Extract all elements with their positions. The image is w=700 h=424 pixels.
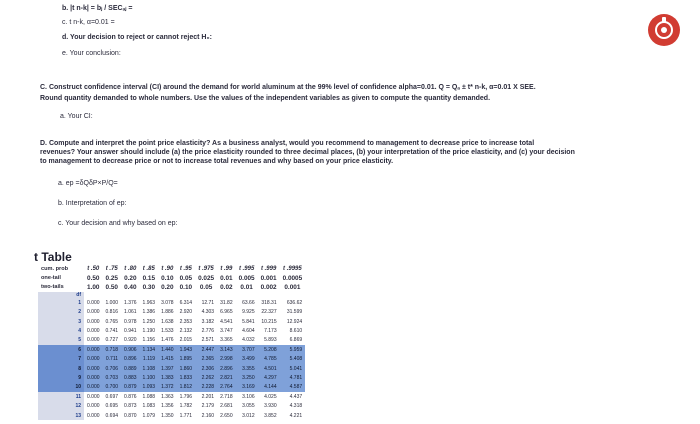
table-cell: 2.306 <box>195 364 217 373</box>
table-cell: 0.000 <box>87 299 100 306</box>
section-d-line2: revenues? Your answer should include (a) the price elasticity rounded to three decimal places, (b) your interpretation of the price elasticity, and (c) your decision <box>40 149 575 156</box>
table-cell: 1.638 <box>161 318 174 325</box>
table-cell: 0.718 <box>103 345 122 354</box>
table-row <box>38 411 305 420</box>
table-cell: 3.355 <box>236 364 258 373</box>
df-cell: 1 <box>38 298 84 307</box>
two-tails-value: 0.30 <box>142 283 156 291</box>
table-row-two-tails <box>38 283 305 292</box>
df-cell: 8 <box>38 364 84 373</box>
two-tails-value: 0.02 <box>220 283 233 291</box>
table-cell: 2.132 <box>179 328 193 335</box>
table-cell: 5.208 <box>258 345 280 354</box>
table-cell: 2.650 <box>220 412 233 419</box>
col-symbol: t .90 <box>161 265 174 272</box>
two-tails-value: 0.40 <box>124 283 137 291</box>
two-tails-value: 0.10 <box>179 283 193 291</box>
table-cell: 0.000 <box>84 373 103 382</box>
table-cell: 3.169 <box>236 383 258 392</box>
table-cell: 1.083 <box>142 403 156 410</box>
table-cell: 1.812 <box>177 383 196 392</box>
table-cell: 1.796 <box>179 393 193 400</box>
table-cell: 0.695 <box>105 403 119 410</box>
table-cell: 0.700 <box>103 383 122 392</box>
table-cell: 0.703 <box>103 373 122 382</box>
table-row <box>38 355 305 364</box>
table-row <box>38 383 305 392</box>
table-cell: 3.078 <box>161 299 174 306</box>
table-cell: 1.190 <box>142 328 156 335</box>
df-cell: 4 <box>38 326 84 335</box>
table-cell: 2.365 <box>195 355 217 364</box>
table-cell: 0.889 <box>121 364 140 373</box>
section-d-c: c. Your decision and why based on ep: <box>58 220 178 227</box>
table-cell: 2.920 <box>179 309 193 316</box>
table-cell: 2.998 <box>217 355 236 364</box>
table-cell: 4.032 <box>242 337 255 344</box>
table-cell: 3.250 <box>236 373 258 382</box>
col-symbol: t .95 <box>179 265 192 272</box>
one-tail-value: 0.005 <box>238 274 255 282</box>
df-cell: 13 <box>38 411 84 420</box>
table-cell: 1.533 <box>161 328 174 335</box>
table-cell: 2.718 <box>220 393 233 400</box>
table-cell: 5.959 <box>280 345 306 354</box>
table-cell: 0.000 <box>84 355 103 364</box>
table-cell: 5.408 <box>280 355 306 364</box>
table-cell: 1.119 <box>140 355 159 364</box>
table-cell: 1.356 <box>161 403 174 410</box>
table-cell: 0.906 <box>121 345 140 354</box>
table-cell: 8.610 <box>289 328 303 335</box>
table-cell: 3.747 <box>220 328 233 335</box>
two-tails-value: 0.05 <box>199 283 213 291</box>
table-cell: 1.088 <box>142 393 156 400</box>
table-cell: 0.941 <box>124 328 137 335</box>
table-cell: 3.365 <box>220 337 233 344</box>
one-tail-value: 0.10 <box>161 274 174 282</box>
table-cell: 2.821 <box>217 373 236 382</box>
question-c: c. t n-k, α=0.01 = <box>62 19 115 26</box>
section-d-a: a. ep =δQδP×P/Q= <box>58 180 118 187</box>
table-cell: 0.000 <box>84 383 103 392</box>
table-cell: 3.143 <box>217 345 236 354</box>
table-cell: 1.061 <box>124 309 137 316</box>
table-cell: 1.079 <box>142 412 156 419</box>
table-cell: 1.156 <box>142 337 156 344</box>
one-tail-value: 0.01 <box>220 274 233 282</box>
one-tail-value: 0.25 <box>105 274 118 282</box>
table-cell: 3.106 <box>242 393 255 400</box>
table-cell: 1.833 <box>177 373 196 382</box>
section-c-line2: Round quantity demanded to whole numbers. Use the values of the independent variables as given to compute the quantity demanded. <box>40 95 491 102</box>
table-row <box>38 392 305 401</box>
table-cell: 0.000 <box>87 337 100 344</box>
table-cell: 1.383 <box>158 373 177 382</box>
table-cell: 2.896 <box>217 364 236 373</box>
table-cell: 0.727 <box>105 337 119 344</box>
table-cell: 2.201 <box>201 393 215 400</box>
table-cell: 2.447 <box>195 345 217 354</box>
table-cell: 318.31 <box>261 299 277 306</box>
df-cell: 12 <box>38 401 84 410</box>
table-cell: 1.963 <box>142 299 156 306</box>
table-cell: 3.499 <box>236 355 258 364</box>
table-cell: 31.82 <box>220 299 233 306</box>
table-cell: 4.781 <box>280 373 306 382</box>
table-cell: 4.785 <box>258 355 280 364</box>
table-row-one-tail <box>38 273 305 282</box>
table-cell: 0.741 <box>105 328 119 335</box>
row-label-cum-prob: cum. prob <box>41 265 69 272</box>
table-cell: 4.297 <box>258 373 280 382</box>
table-row <box>38 401 305 410</box>
two-tails-value: 0.002 <box>260 283 277 291</box>
table-cell: 2.776 <box>201 328 215 335</box>
table-cell: 31.599 <box>286 309 303 316</box>
table-cell: 2.681 <box>220 403 233 410</box>
table-cell: 2.571 <box>201 337 215 344</box>
table-cell: 1.886 <box>161 309 174 316</box>
table-cell: 0.816 <box>105 309 119 316</box>
df-header: df <box>38 292 84 298</box>
table-cell: 1.895 <box>177 355 196 364</box>
df-cell: 9 <box>38 373 84 382</box>
col-symbol: t .80 <box>124 265 137 272</box>
table-cell: 0.920 <box>124 337 137 344</box>
table-cell: 0.883 <box>121 373 140 382</box>
table-cell: 0.000 <box>84 364 103 373</box>
table-cell: 12.924 <box>286 318 303 325</box>
table-row <box>38 373 305 382</box>
table-cell: 4.318 <box>289 403 303 410</box>
table-row <box>38 326 305 335</box>
table-row <box>38 336 305 345</box>
table-cell: 3.707 <box>236 345 258 354</box>
table-row <box>38 345 305 354</box>
table-cell: 5.893 <box>264 337 277 344</box>
t-table <box>38 264 305 420</box>
row-label-one-tail: one-tail <box>41 275 61 282</box>
table-row <box>38 364 305 373</box>
section-c-answer: a. Your CI: <box>60 113 93 120</box>
table-cell: 7.173 <box>264 328 277 335</box>
table-cell: 6.965 <box>220 309 233 316</box>
table-cell: 1.782 <box>179 403 193 410</box>
table-cell: 1.943 <box>177 345 196 354</box>
table-cell: 2.353 <box>179 318 193 325</box>
one-tail-value: 0.15 <box>142 274 156 282</box>
table-cell: 1.108 <box>140 364 159 373</box>
col-symbol: t .75 <box>105 265 118 272</box>
table-cell: 0.000 <box>87 412 100 419</box>
table-cell: 12.71 <box>201 299 215 306</box>
table-cell: 3.852 <box>264 412 277 419</box>
table-cell: 636.62 <box>286 299 303 306</box>
one-tail-value: 0.0005 <box>282 274 303 282</box>
table-cell: 0.711 <box>103 355 122 364</box>
table-cell: 4.437 <box>289 393 303 400</box>
target-logo-icon <box>648 14 680 46</box>
table-cell: 1.476 <box>161 337 174 344</box>
section-d-line3: to management to decrease price or not to increase total revenues and why based on your price elasticity. <box>40 158 394 165</box>
question-b: b. |t n-k| = bⱼ / SECₐⱼ = <box>62 5 133 12</box>
col-symbol: t .9995 <box>283 265 302 272</box>
table-cell: 63.66 <box>242 299 255 306</box>
table-cell: 0.697 <box>105 393 119 400</box>
table-cell: 9.925 <box>242 309 255 316</box>
table-cell: 2.262 <box>195 373 217 382</box>
table-cell: 0.978 <box>124 318 137 325</box>
table-cell: 3.055 <box>242 403 255 410</box>
table-cell: 0.000 <box>87 318 100 325</box>
table-cell: 1.250 <box>142 318 156 325</box>
two-tails-value: 0.01 <box>240 283 253 291</box>
col-symbol: t .975 <box>198 265 214 272</box>
question-e: e. Your conclusion: <box>62 50 121 57</box>
section-d-b: b. Interpretation of ep: <box>58 200 127 207</box>
table-cell: 4.541 <box>220 318 233 325</box>
redaction-blur <box>568 106 648 118</box>
table-row <box>38 298 305 307</box>
table-row <box>38 317 305 326</box>
two-tails-value: 0.50 <box>105 283 118 291</box>
table-cell: 0.873 <box>124 403 137 410</box>
df-cell: 3 <box>38 317 84 326</box>
df-cell: 11 <box>38 392 84 401</box>
two-tails-value: 0.20 <box>161 283 174 291</box>
table-cell: 6.869 <box>289 337 303 344</box>
table-cell: 0.694 <box>105 412 119 419</box>
table-cell: 0.765 <box>105 318 119 325</box>
one-tail-value: 0.025 <box>198 274 215 282</box>
table-cell: 1.771 <box>179 412 193 419</box>
col-symbol: t .999 <box>260 265 277 272</box>
two-tails-value: 0.001 <box>284 283 301 291</box>
table-cell: 4.025 <box>264 393 277 400</box>
table-cell: 1.000 <box>105 299 119 306</box>
table-cell: 4.604 <box>242 328 255 335</box>
table-cell: 1.415 <box>158 355 177 364</box>
table-cell: 1.100 <box>140 373 159 382</box>
table-cell: 0.876 <box>124 393 137 400</box>
table-cell: 0.000 <box>87 403 100 410</box>
table-cell: 0.000 <box>87 309 100 316</box>
df-cell: 5 <box>38 336 84 345</box>
table-cell: 2.764 <box>217 383 236 392</box>
table-cell: 2.179 <box>201 403 215 410</box>
table-cell: 3.930 <box>264 403 277 410</box>
table-cell: 4.587 <box>280 383 306 392</box>
table-cell: 1.363 <box>161 393 174 400</box>
table-cell: 0.706 <box>103 364 122 373</box>
table-cell: 5.041 <box>280 364 306 373</box>
row-label-two-tails: two-tails <box>41 284 64 291</box>
table-cell: 0.000 <box>87 393 100 400</box>
table-cell: 4.144 <box>258 383 280 392</box>
table-cell: 0.000 <box>84 345 103 354</box>
table-cell: 1.397 <box>158 364 177 373</box>
table-row-cum-prob <box>38 264 305 273</box>
table-cell: 0.000 <box>87 328 100 335</box>
one-tail-value: 0.50 <box>87 274 100 282</box>
table-cell: 1.093 <box>140 383 159 392</box>
col-symbol: t .995 <box>238 265 255 272</box>
table-cell: 1.440 <box>158 345 177 354</box>
df-cell: 10 <box>38 383 84 392</box>
df-cell: 6 <box>38 345 84 354</box>
section-d-line1: D. Compute and interpret the point price elasticity? As a business analyst, would you recommend to management to decrease price to increase total <box>40 140 535 147</box>
table-cell: 4.501 <box>258 364 280 373</box>
table-cell: 2.160 <box>201 412 215 419</box>
table-cell: 0.879 <box>121 383 140 392</box>
df-cell: 2 <box>38 308 84 317</box>
table-cell: 1.860 <box>177 364 196 373</box>
table-cell: 10.215 <box>261 318 277 325</box>
table-cell: 0.870 <box>124 412 137 419</box>
col-symbol: t .85 <box>142 265 155 272</box>
question-d: d. Your decision to reject or cannot reject H₀: <box>62 34 212 41</box>
table-cell: 1.372 <box>158 383 177 392</box>
table-cell: 4.303 <box>201 309 215 316</box>
table-cell: 3.012 <box>242 412 255 419</box>
table-cell: 2.228 <box>195 383 217 392</box>
table-row <box>38 308 305 317</box>
table-cell: 1.376 <box>124 299 137 306</box>
table-cell: 0.896 <box>121 355 140 364</box>
table-cell: 22.327 <box>261 309 277 316</box>
table-cell: 5.841 <box>242 318 255 325</box>
table-cell: 1.386 <box>142 309 156 316</box>
t-table-title: t Table <box>34 250 72 264</box>
section-c-line1: C. Construct confidence interval (CI) around the demand for world aluminum at the 99% level of confidence alpha=0.01. Q = Qₐ ± t* n-k, α=0.01 X SEE. <box>40 84 536 91</box>
col-symbol: t .50 <box>87 265 100 272</box>
col-symbol: t .99 <box>220 265 233 272</box>
table-cell: 1.350 <box>161 412 174 419</box>
table-cell: 3.182 <box>201 318 215 325</box>
df-cell: 7 <box>38 355 84 364</box>
one-tail-value: 0.001 <box>260 274 277 282</box>
one-tail-value: 0.20 <box>124 274 137 282</box>
two-tails-value: 1.00 <box>87 283 100 291</box>
table-cell: 2.015 <box>179 337 193 344</box>
table-cell: 1.134 <box>140 345 159 354</box>
table-cell: 4.221 <box>289 412 303 419</box>
table-cell: 6.314 <box>179 299 193 306</box>
one-tail-value: 0.05 <box>179 274 193 282</box>
